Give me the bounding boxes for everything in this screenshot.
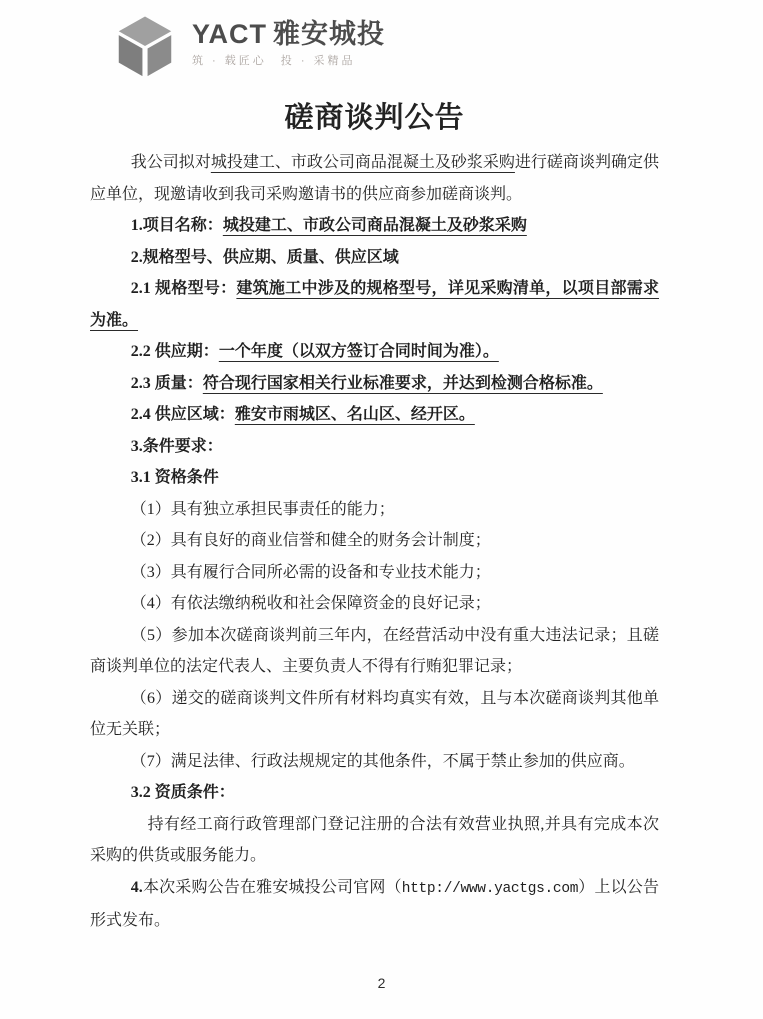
paragraph-item-1 bbox=[90, 210, 659, 242]
text-run: 4. bbox=[130, 878, 143, 896]
text-run: 2.3 质量： bbox=[130, 374, 203, 392]
paragraph-qualification-7 bbox=[90, 746, 659, 778]
paragraph-item-2-3 bbox=[90, 368, 659, 400]
text-run: 3.2 资质条件： bbox=[130, 784, 235, 801]
paragraph-qualification-2 bbox=[90, 525, 659, 557]
text-run: 2.规格型号、供应期、质量、供应区域 bbox=[130, 248, 399, 266]
text-run: 3.1 资格条件 bbox=[130, 469, 219, 486]
text-run: 我公司拟对 bbox=[130, 154, 211, 171]
cube-logo-icon bbox=[111, 14, 179, 78]
text-run: 2.1 规格型号： bbox=[130, 280, 237, 297]
paragraph-item-3 bbox=[90, 431, 659, 463]
text-run: http://www.yactgs.com bbox=[401, 880, 579, 897]
paragraph-intro bbox=[90, 147, 659, 210]
paragraph-item-3-2-body bbox=[90, 809, 659, 872]
text-run: 1.项目名称： bbox=[130, 217, 223, 234]
paragraph-item-2-1 bbox=[90, 273, 659, 336]
text-run: （4）有依法缴纳税收和社会保障资金的良好记录； bbox=[130, 595, 491, 612]
paragraph-qualification-6 bbox=[90, 683, 659, 746]
paragraph-qualification-1 bbox=[90, 494, 659, 526]
paragraph-item-4 bbox=[90, 872, 659, 937]
brand-tagline: 筑 · 载匠心 投 · 采精品 bbox=[192, 55, 356, 68]
text-run: 3.条件要求： bbox=[130, 437, 223, 455]
text-run: 一个年度（以双方签订合同时间为准）。 bbox=[218, 343, 499, 360]
text-run: （6）递交的磋商谈判文件所有材料均真实有效，且与本次磋商谈判其他单位无关联； bbox=[90, 689, 659, 738]
brand-chinese: 雅安城投 bbox=[273, 19, 386, 49]
brand-latin: YACT bbox=[192, 19, 268, 49]
text-run: 建筑施工中涉及的规格型号，详见采购清单，以项目部需求为准。 bbox=[90, 280, 659, 329]
paragraph-qualification-3 bbox=[90, 557, 659, 589]
text-run: 城投建工、市政公司商品混凝土及砂浆采购 bbox=[210, 154, 515, 171]
paragraph-qualification-4 bbox=[90, 588, 659, 620]
text-run: ）上以公告形式发布。 bbox=[90, 878, 659, 929]
page-number: 2 bbox=[377, 975, 386, 991]
document-body bbox=[0, 100, 763, 937]
paragraph-item-2-4 bbox=[90, 399, 659, 431]
company-logo bbox=[111, 14, 385, 78]
paragraph-item-3-1 bbox=[90, 462, 659, 494]
text-run: 城投建工、市政公司商品混凝土及砂浆采购 bbox=[222, 217, 527, 234]
paragraph-item-2-2 bbox=[90, 336, 659, 368]
text-run: 雅安市雨城区、名山区、经开区。 bbox=[234, 406, 475, 423]
text-run: （5）参加本次磋商谈判前三年内，在经营活动中没有重大违法记录；且磋商谈判单位的法定代表人、主要负责人不得有行贿犯罪记录； bbox=[90, 626, 659, 675]
text-run: 符合现行国家相关行业标准要求，并达到检测合格标准。 bbox=[202, 374, 603, 392]
text-run: 2.4 供应区域： bbox=[130, 406, 235, 423]
paragraph-item-2 bbox=[90, 242, 659, 274]
logo-text bbox=[192, 14, 385, 68]
text-run: 持有经工商行政管理部门登记注册的合法有效营业执照,并具有完成本次采购的供货或服务能力。 bbox=[90, 815, 659, 864]
brand-name bbox=[192, 20, 385, 48]
document-title: 磋商谈判公告 bbox=[284, 102, 465, 134]
paragraph-qualification-5 bbox=[90, 620, 659, 683]
text-run: 进行磋商谈判确定供应单位，现邀请收到我司采购邀请书的供应商参加磋商谈判。 bbox=[90, 154, 659, 203]
paragraph-item-3-2 bbox=[90, 777, 659, 809]
text-run: 本次采购公告在雅安城投公司官网（ bbox=[142, 878, 402, 896]
text-run: （3）具有履行合同所必需的设备和专业技术能力； bbox=[130, 563, 491, 581]
text-run: （1）具有独立承担民事责任的能力； bbox=[130, 500, 395, 518]
text-run: （7）满足法律、行政法规规定的其他条件，不属于禁止参加的供应商。 bbox=[130, 752, 635, 770]
text-run: 2.2 供应期： bbox=[130, 343, 219, 360]
text-run: （2）具有良好的商业信誉和健全的财务会计制度； bbox=[130, 532, 491, 549]
